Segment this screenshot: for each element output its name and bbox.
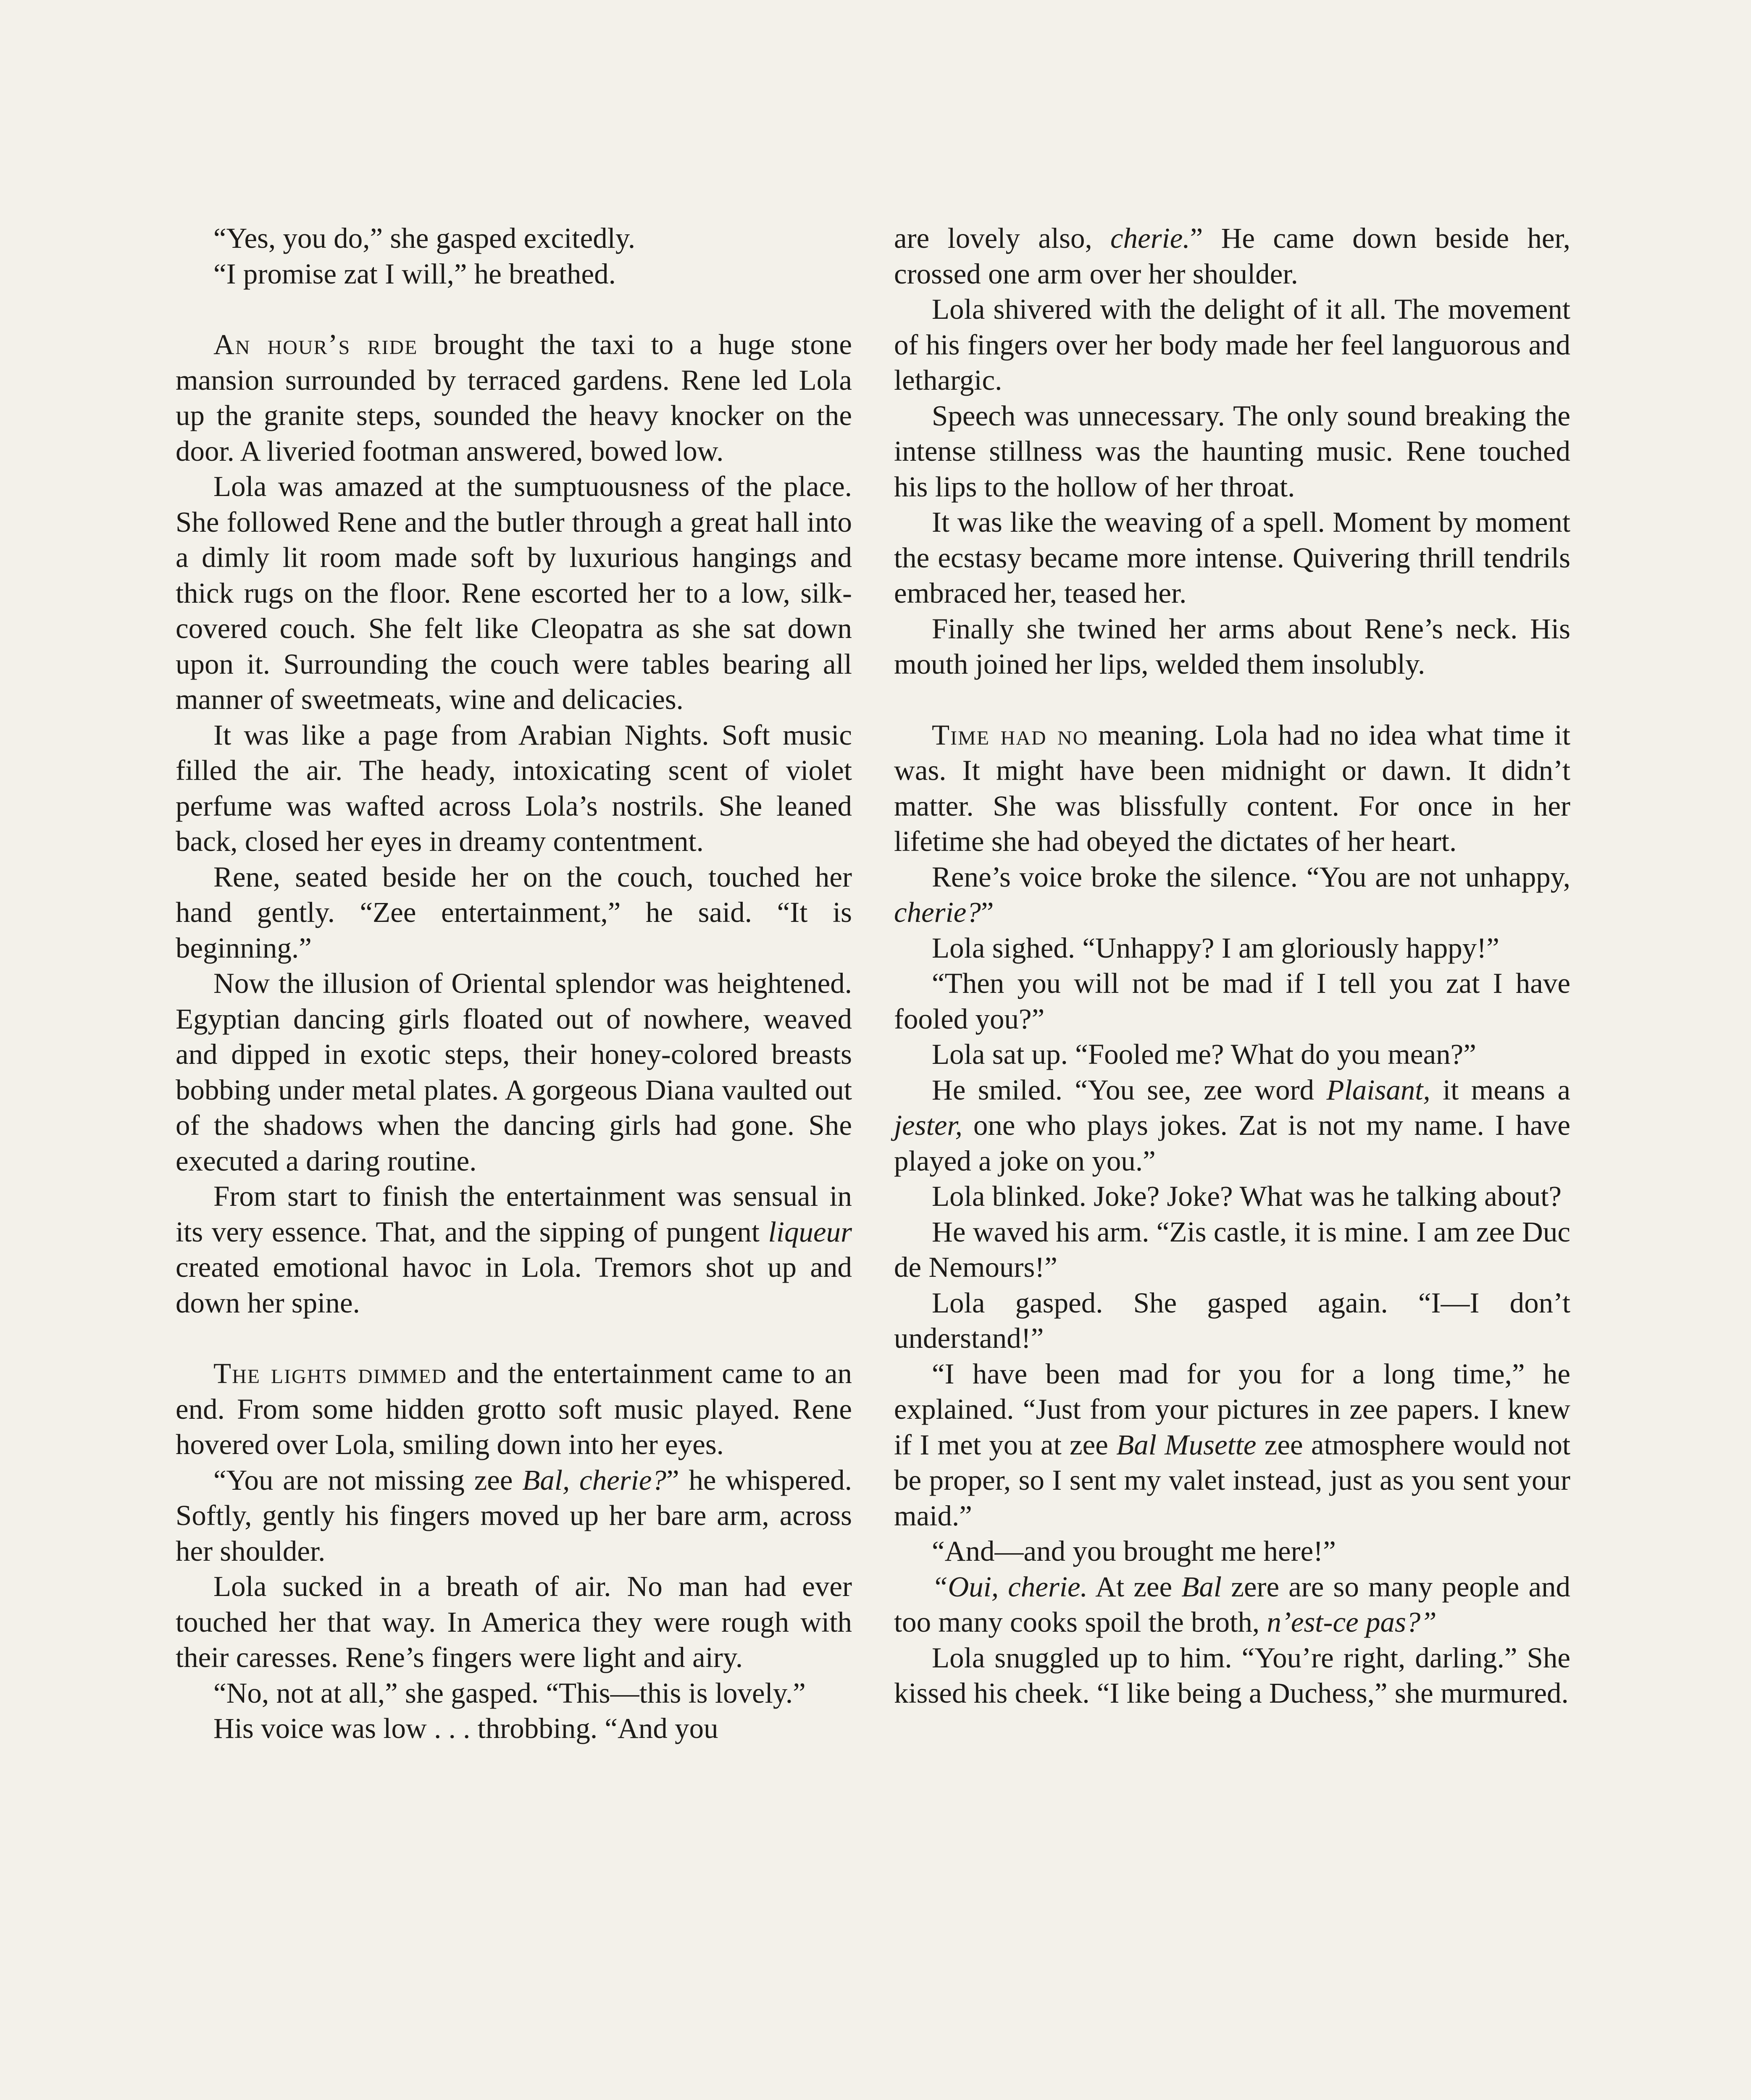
section-paragraph: Time had no meaning. Lola had no idea what time it was. It might have been midnight or dawn. It didn’t matter. She was blissfully content. For once in her lifetime she had obeyed the dictates of her heart. bbox=[894, 719, 1570, 857]
paragraph: “Then you will not be mad if I tell you zat I have fooled you?” bbox=[894, 967, 1570, 1035]
paragraph: Lola blinked. Joke? Joke? What was he talking about? bbox=[932, 1180, 1562, 1212]
section-lead-in: The lights dimmed bbox=[213, 1357, 447, 1389]
left-text-column bbox=[176, 220, 852, 1746]
paragraph: From start to finish the entertainment was sensual in its very essence. That, and the sipping of pungent liqueur created emotional havoc in Lola. Tremors shot up and down her spine. bbox=[176, 1180, 852, 1319]
paragraph: “Yes, you do,” she gasped excitedly. bbox=[213, 222, 636, 254]
paragraph: “You are not missing zee Bal, cherie?” he whispered. Softly, gently his fingers moved up her bare arm, across her shoulder. bbox=[176, 1464, 852, 1567]
section-paragraph: An hour’s ride brought the taxi to a huge stone mansion surrounded by terraced gardens. Rene led Lola up the granite steps, sounded the heavy knocker on the door. A liveried footman answered, bowed low. bbox=[176, 328, 852, 467]
paragraph: Rene’s voice broke the silence. “You are not unhappy, cherie?” bbox=[894, 861, 1570, 928]
paragraph: Finally she twined her arms about Rene’s neck. His mouth joined her lips, welded them insolubly. bbox=[894, 612, 1570, 680]
paragraph: Lola snuggled up to him. “You’re right, darling.” She kissed his cheek. “I like being a Duchess,” she murmured. bbox=[894, 1641, 1570, 1709]
paragraph: Rene, seated beside her on the couch, touched her hand gently. “Zee entertainment,” he said. “It is beginning.” bbox=[176, 861, 852, 964]
section-lead-in: Time had no bbox=[932, 719, 1088, 751]
paragraph: “I have been mad for you for a long time,” he explained. “Just from your pictures in zee papers. I knew if I met you at zee Bal Musette zee atmosphere would not be proper, so I sent my valet instead, just as you sent your maid.” bbox=[894, 1357, 1571, 1532]
paragraph: He smiled. “You see, zee word Plaisant, it means a jester, one who plays jokes. Zat is not my name. I have played a joke on you.” bbox=[894, 1074, 1570, 1177]
paragraph: Speech was unnecessary. The only sound breaking the intense stillness was the haunting music. Rene touched his lips to the hollow of her throat. bbox=[894, 399, 1570, 503]
paragraph: Lola was amazed at the sumptuousness of the place. She followed Rene and the butler through a great hall into a dimly lit room made soft by luxurious hangings and thick rugs on the floor. Rene escorted her to a low, silk-covered couch. She felt like Cleopatra as she sat down upon it. Surrounding the couch were tables bearing all manner of sweetmeats, wine and delicacies. bbox=[176, 470, 852, 715]
paragraph: Lola shivered with the delight of it all. The movement of his fingers over her body made her feel languorous and lethargic. bbox=[894, 293, 1570, 396]
paragraph: Now the illusion of Oriental splendor was heightened. Egyptian dancing girls floated out of nowhere, weaved and dipped in exotic steps, their honey-colored breasts bobbing under metal plates. A gorgeous Diana vaulted out of the shadows when the dancing girls had gone. She executed a daring routine. bbox=[176, 967, 852, 1177]
paragraph: “I promise zat I will,” he breathed. bbox=[213, 257, 616, 290]
section-paragraph: The lights dimmed and the entertainment came to an end. From some hidden grotto soft music played. Rene hovered over Lola, smiling down into her eyes. bbox=[176, 1357, 852, 1460]
right-text-column bbox=[894, 220, 1570, 1711]
paragraph: “And—and you brought me here!” bbox=[932, 1535, 1336, 1567]
paragraph: Lola sucked in a breath of air. No man had ever touched her that way. In America they were rough with their caresses. Rene’s fingers were light and airy. bbox=[176, 1570, 852, 1673]
paragraph-continued: are lovely also, cherie.” He came down beside her, crossed one arm over her shoulder. bbox=[894, 222, 1571, 290]
paragraph: It was like a page from Arabian Nights. Soft music filled the air. The heady, intoxicating scent of violet perfume was wafted across Lola’s nostrils. She leaned back, closed her eyes in dreamy contentment. bbox=[176, 719, 852, 857]
paragraph: Lola sighed. “Unhappy? I am gloriously happy!” bbox=[932, 932, 1499, 964]
section-lead-in: An hour’s ride bbox=[213, 328, 418, 360]
paragraph: “No, not at all,” she gasped. “This—this is lovely.” bbox=[213, 1677, 806, 1709]
paragraph: Lola sat up. “Fooled me? What do you mean?” bbox=[932, 1038, 1476, 1070]
paragraph: Lola gasped. She gasped again. “I—I don’t understand!” bbox=[894, 1286, 1570, 1354]
paragraph: “Oui, cherie. At zee Bal zere are so many people and too many cooks spoil the broth, n’est-ce pas?” bbox=[894, 1570, 1571, 1638]
paragraph: His voice was low . . . throbbing. “And you bbox=[213, 1712, 718, 1744]
paragraph: He waved his arm. “Zis castle, it is mine. I am zee Duc de Nemours!” bbox=[894, 1215, 1570, 1283]
paragraph: It was like the weaving of a spell. Moment by moment the ecstasy became more intense. Quivering thrill tendrils embraced her, teased her. bbox=[894, 506, 1570, 609]
